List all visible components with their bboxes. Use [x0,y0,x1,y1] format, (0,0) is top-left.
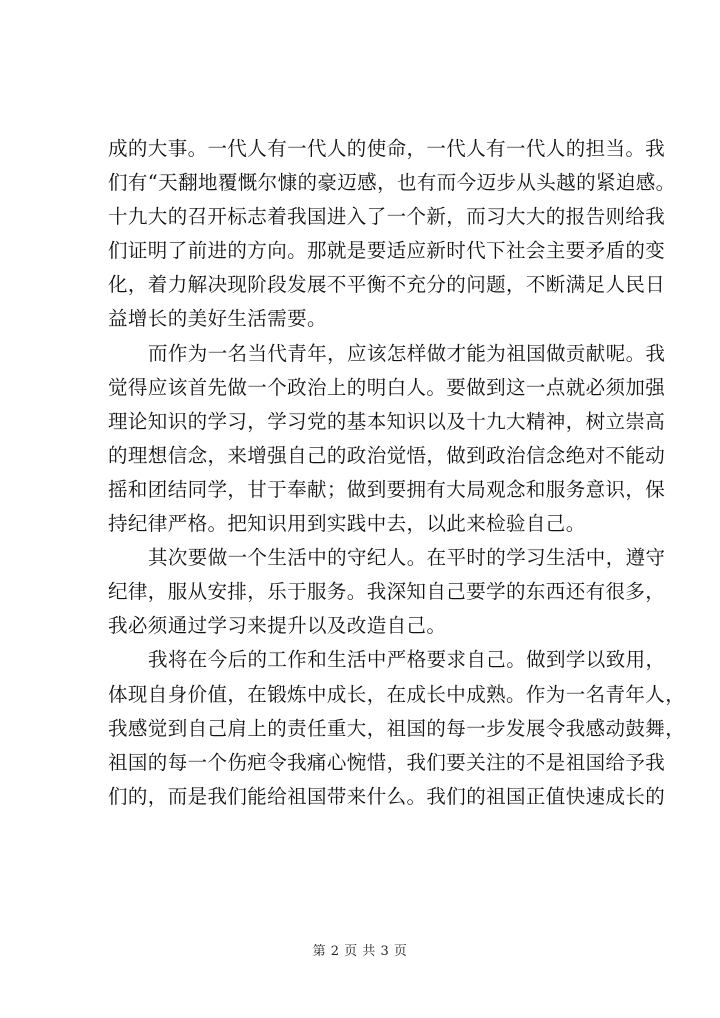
text-line: 摇和团结同学，甘于奉献；做到要拥有大局观念和服务意识，保 [108,477,666,501]
text-line: 们证明了前进的方向。那就是要适应新时代下社会主要矛盾的变 [108,239,666,263]
text-line: 我必须通过学习来提升以及改造自己。 [108,614,447,638]
text-line: 祖国的每一个伤疤令我痛心惋惜，我们要关注的不是祖国给予我 [108,750,666,774]
text-line: 们有“天翻地覆慨尔慷的豪迈感，也有而今迈步从头越的紧迫感。 [108,171,676,195]
paragraph-first-line: 我将在今后的工作和生活中严格要求自己。做到学以致用， [148,648,666,672]
text-line: 觉得应该首先做一个政治上的明白人。要做到这一点就必须加强 [108,375,666,399]
text-line: 的理想信念，来增强自己的政治觉悟，做到政治信念绝对不能动 [108,443,666,467]
document-body [108,132,686,814]
page-number-footer: 第 2 页 共 3 页 [312,944,408,959]
text-line: 我感觉到自己肩上的责任重大，祖国的每一步发展令我感动鼓舞， [108,716,686,740]
text-line: 纪律，服从安排，乐于服务。我深知自己要学的东西还有很多， [108,580,666,604]
text-line: 十九大的召开标志着我国进入了一个新，而习大大的报告则给我 [108,205,666,229]
paragraph-first-line: 其次要做一个生活中的守纪人。在平时的学习生活中，遵守 [148,546,666,570]
text-line: 益增长的美好生活需要。 [108,307,327,331]
text-line: 持纪律严格。把知识用到实践中去，以此来检验自己。 [108,512,586,536]
text-line: 理论知识的学习，学习党的基本知识以及十九大精神，树立崇高 [108,409,666,433]
text-line: 体现自身价值，在锻炼中成长，在成长中成熟。作为一名青年人， [108,682,686,706]
text-line: 化，着力解决现阶段发展不平衡不充分的问题，不断满足人民日 [108,273,666,297]
text-line: 成的大事。一代人有一代人的使命，一代人有一代人的担当。我 [108,137,666,160]
text-line: 们的，而是我们能给祖国带来什么。我们的祖国正值快速成长的 [108,784,666,808]
paragraph-first-line: 而作为一名当代青年，应该怎样做才能为祖国做贡献呢。我 [148,341,666,365]
